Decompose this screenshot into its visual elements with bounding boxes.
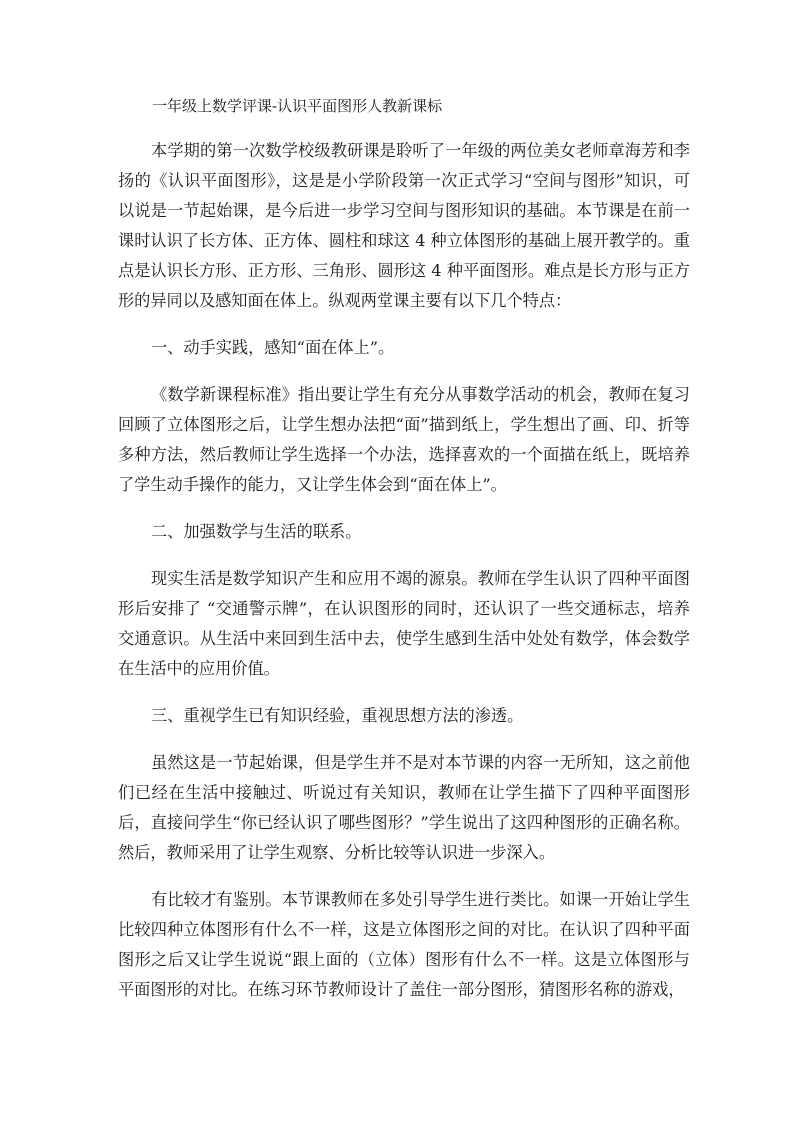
paragraph-section-3a: 虽然这是一节起始课，但是学生并不是对本节课的内容一无所知，这之前他们已经在生活中接触过、听说过有关知识，教师在让学生描下了四种平面图形后，直接问学生“你已经认识了哪些图形？”学生说出了这四种图形的正确名称。然后，教师采用了让学生观察、分析比较等认识进一步深入。 [118, 753, 690, 862]
paragraph-section-2: 现实生活是数学知识产生和应用不竭的源泉。教师在学生认识了四种平面图形后安排了 “交通警示牌”，在认识图形的同时，还认识了一些交通标志，培养交通意识。从生活中来回到生活中去，使学生感到生活中处处有数学，体会数学在生活中的应用价值。 [118, 569, 690, 678]
section-heading-2: 二、加强数学与生活的联系。 [151, 522, 362, 541]
document-title: 一年级上数学评课-认识平面图形人教新课标 [152, 97, 443, 115]
section-heading-3: 三、重视学生已有知识经验，重视思想方法的渗透。 [151, 706, 524, 725]
document-page [118, 96, 690, 1022]
section-heading-1: 一、动手实践，感知“面在体上”。 [151, 338, 395, 357]
paragraph-section-1: 《数学新课程标准》指出要让学生有充分从事数学活动的机会，教师在复习回顾了立体图形之后，让学生想办法把“面”描到纸上，学生想出了画、印、折等多种方法，然后教师让学生选择一个办法，选择喜欢的一个面描在纸上，既培养了学生动手操作的能力，又让学生体会到“面在体上”。 [118, 385, 690, 494]
paragraph-intro: 本学期的第一次数学校级教研课是聆听了一年级的两位美女老师章海芳和李扬的《认识平面图形》，这是是小学阶段第一次正式学习“空间与图形”知识，可以说是一节起始课，是今后进一步学习空间与图形知识的基础。本节课是在前一课时认识了长方体、正方体、圆柱和球这 4 种立体图形的基础上展开教学的。重点是认识长方形、正方形、三角形、圆形这 4 种平面图形。难点是长方形与正方形的异同以及感知面在体上。纵观两堂课主要有以下几个特点： [118, 141, 690, 310]
paragraph-section-3b: 有比较才有鉴别。本节课教师在多处引导学生进行类比。如课一开始让学生比较四种立体图形有什么不一样，这是立体图形之间的对比。在认识了四种平面图形之后又让学生说说“跟上面的（立体）图形有什么不一样。这是立体图形与平面图形的对比。在练习环节教师设计了盖住一部分图形，猜图形名称的游戏， [118, 890, 690, 999]
